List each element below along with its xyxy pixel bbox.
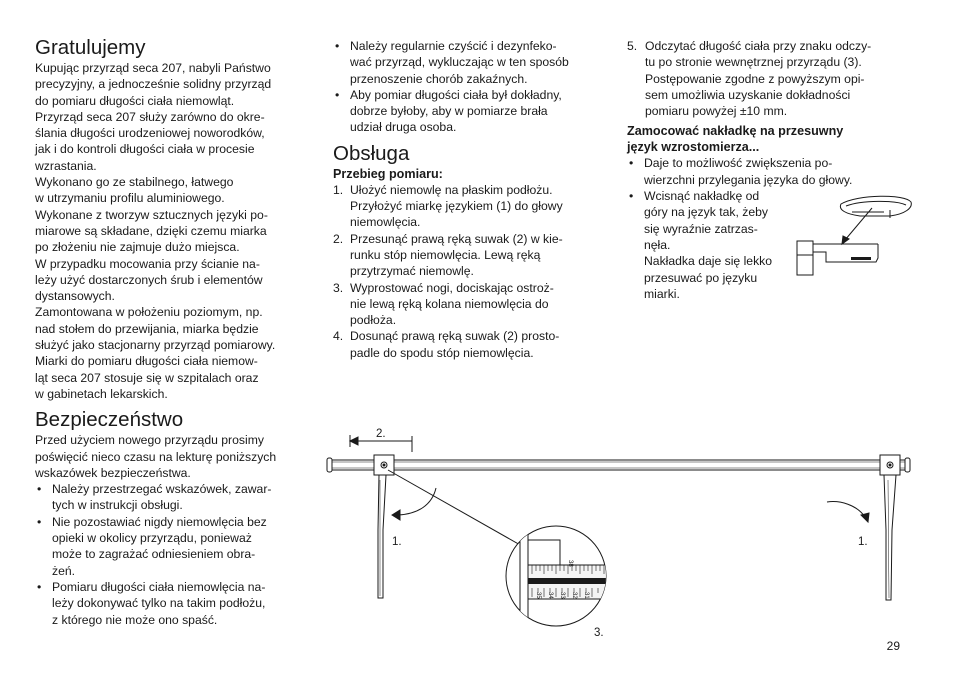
note-line: Nakładka daje się lekko	[644, 254, 773, 269]
step-number: 1.	[333, 182, 344, 197]
page-number: 29	[886, 639, 900, 653]
bullet-line: przenoszenie chorób zakaźnych.	[350, 71, 528, 86]
bullet-line: Aby pomiar długości ciała był dokładny,	[350, 87, 562, 102]
step-line: nie lewą ręką kolana niemowlęcia do	[350, 296, 549, 311]
scale-number: 31	[583, 592, 589, 599]
step-line: Ułożyć niemowlę na płaskim podłożu.	[350, 182, 553, 197]
greeting-heading: Gratulujemy	[35, 36, 146, 59]
step-line: Postępowanie zgodne z powyższym opi-	[645, 71, 865, 86]
readout-label: 3.	[594, 627, 604, 639]
procedure-subheading: Przebieg pomiaru:	[333, 166, 443, 181]
greeting-line: jak i do kontroli długości ciała w procesie	[35, 142, 255, 157]
bullet-line: Daje to możliwość zwiększenia po-	[644, 156, 833, 171]
step-line: pomiaru powyżej ±10 mm.	[645, 104, 788, 119]
note-line: miarki.	[644, 286, 680, 301]
scale-number: 38	[567, 560, 573, 567]
bullet-line: Wcisnąć nakładkę od	[644, 189, 760, 204]
step-line: sem umożliwia uzyskanie dokładności	[645, 87, 851, 102]
bullet-line: Nie pozostawiać nigdy niemowlęcia bez	[52, 514, 267, 529]
bullet-line: wać przyrząd, wykluczając w ten sposób	[350, 55, 569, 70]
step-line: podłoża.	[350, 313, 397, 328]
step-number: 2.	[333, 231, 344, 246]
slider-label: 2.	[376, 428, 386, 440]
greeting-line: Kupując przyrząd seca 207, nabyli Państwo	[35, 61, 271, 75]
bullet-line: Należy regularnie czyścić i dezynfeko-	[350, 39, 557, 53]
greeting-line: Wykonane z tworzyw sztucznych języki po-	[35, 207, 268, 222]
step-number: 3.	[333, 280, 344, 295]
greeting-line: Miarki do pomiaru długości ciała niemow-	[35, 354, 258, 369]
greeting-line: precyzyjny, a jednocześnie solidny przyrząd	[35, 77, 272, 92]
greeting-line: po złożeniu nie zajmuje dużo miejsca.	[35, 240, 240, 255]
bullet-line: leży dokonywać tylko na takim podłożu,	[52, 596, 266, 611]
bullet-line: z którego nie może ono spaść.	[52, 612, 218, 627]
step-number: 5.	[627, 39, 638, 53]
greeting-line: ślania długości urodzeniowej noworodków,	[35, 126, 265, 141]
greeting-line: dystansowych.	[35, 289, 115, 304]
bullet-line: żeń.	[52, 563, 76, 578]
bullet-line: nęła.	[644, 237, 671, 252]
greeting-line: Zamontowana w położeniu poziomym, np.	[35, 305, 263, 320]
bullet-line: może to zagrażać odniesieniem obra-	[52, 547, 256, 562]
safety-heading: Bezpieczeństwo	[35, 408, 184, 432]
greeting-line: W przypadku mocowania przy ścianie na-	[35, 256, 260, 271]
bullet-line: Pomiaru długości ciała niemowlęcia na-	[52, 579, 266, 594]
bullet-line: tych w instrukcji obsługi.	[52, 498, 183, 513]
step-line: padle do spodu stóp niemowlęcia.	[350, 345, 534, 360]
greeting-line: Wykonano go ze stabilnego, łatwego	[35, 175, 234, 190]
greeting-line: ląt seca 207 stosuje się w szpitalach oraz	[35, 370, 259, 385]
step-line: Przyłożyć miarkę językiem (1) do głowy	[350, 199, 563, 214]
step-line: tu po stronie wewnętrznej przyrządu (3).	[645, 55, 862, 70]
headpiece-illustration	[797, 196, 911, 275]
step-line: Przesunąć prawą ręką suwak (2) w kie-	[350, 231, 563, 246]
step-number: 4.	[333, 329, 344, 344]
subheading-line: Zamocować nakładkę na przesuwny	[627, 124, 844, 139]
greeting-line: leży użyć dostarczonych śrub i elementów	[35, 272, 263, 287]
safety-intro-line: wskazówek bezpieczeństwa.	[35, 465, 191, 480]
right-tongue-label: 1.	[858, 536, 868, 548]
step-line: niemowlęcia.	[350, 215, 421, 230]
step-line: Wyprostować nogi, dociskając ostroż-	[350, 280, 554, 295]
bullet-line: wierzchni przylegania języka do głowy.	[644, 172, 853, 187]
greeting-line: Przyrząd seca 207 służy zarówno do okre-	[35, 109, 265, 124]
step-line: przytrzymać niemowlę.	[350, 264, 474, 279]
safety-intro-line: Przed użyciem nowego przyrządu prosimy	[35, 433, 264, 448]
greeting-line: w gabinetach lekarskich.	[35, 386, 168, 401]
greeting-line: nad stołem do przewijania, miarka będzie	[35, 321, 259, 336]
note-line: przesuwać po języku	[644, 270, 758, 285]
scale-readout-zoom	[506, 522, 608, 630]
greeting-line: w utrzymaniu profilu aluminiowego.	[35, 191, 225, 206]
step-line: Dosunąć prawą ręką suwak (2) prosto-	[350, 329, 560, 344]
greeting-line: do pomiaru długości ciała niemowląt.	[35, 93, 235, 108]
greeting-line: służyć jako stacjonarny przyrząd pomiarowy.	[35, 338, 276, 353]
bullet-line: się wyraźnie zatrzas-	[644, 221, 758, 236]
scale-number: 34	[547, 592, 553, 599]
scale-number: 32	[571, 592, 577, 599]
greeting-line: wzrastania.	[35, 158, 97, 173]
subheading-line: język wzrostomierza...	[627, 140, 760, 155]
left-tongue-label: 1.	[392, 536, 402, 548]
measuring-rod-illustration	[327, 435, 910, 600]
step-line: Odczytać długość ciała przy znaku odczy-	[645, 39, 872, 53]
scale-number: 35	[535, 592, 541, 599]
safety-intro-line: poświęcić nieco czasu na lekturę poniższych	[35, 449, 277, 464]
bullet-line: góry na język tak, żeby	[644, 205, 768, 220]
bullet-line: Należy przestrzegać wskazówek, zawar-	[52, 482, 272, 497]
step-line: runku stóp niemowlęcia. Lewą ręką	[350, 247, 541, 262]
greeting-line: miarowe są składane, dzięki czemu miarka	[35, 223, 267, 238]
operation-heading: Obsługa	[333, 141, 410, 165]
bullet-line: dobrze byłoby, aby w pomiarze brała	[350, 104, 548, 119]
bullet-line: opieki w okolicy przyrządu, ponieważ	[52, 531, 252, 546]
scale-number: 33	[559, 592, 565, 599]
bullet-line: udział druga osoba.	[350, 120, 457, 135]
